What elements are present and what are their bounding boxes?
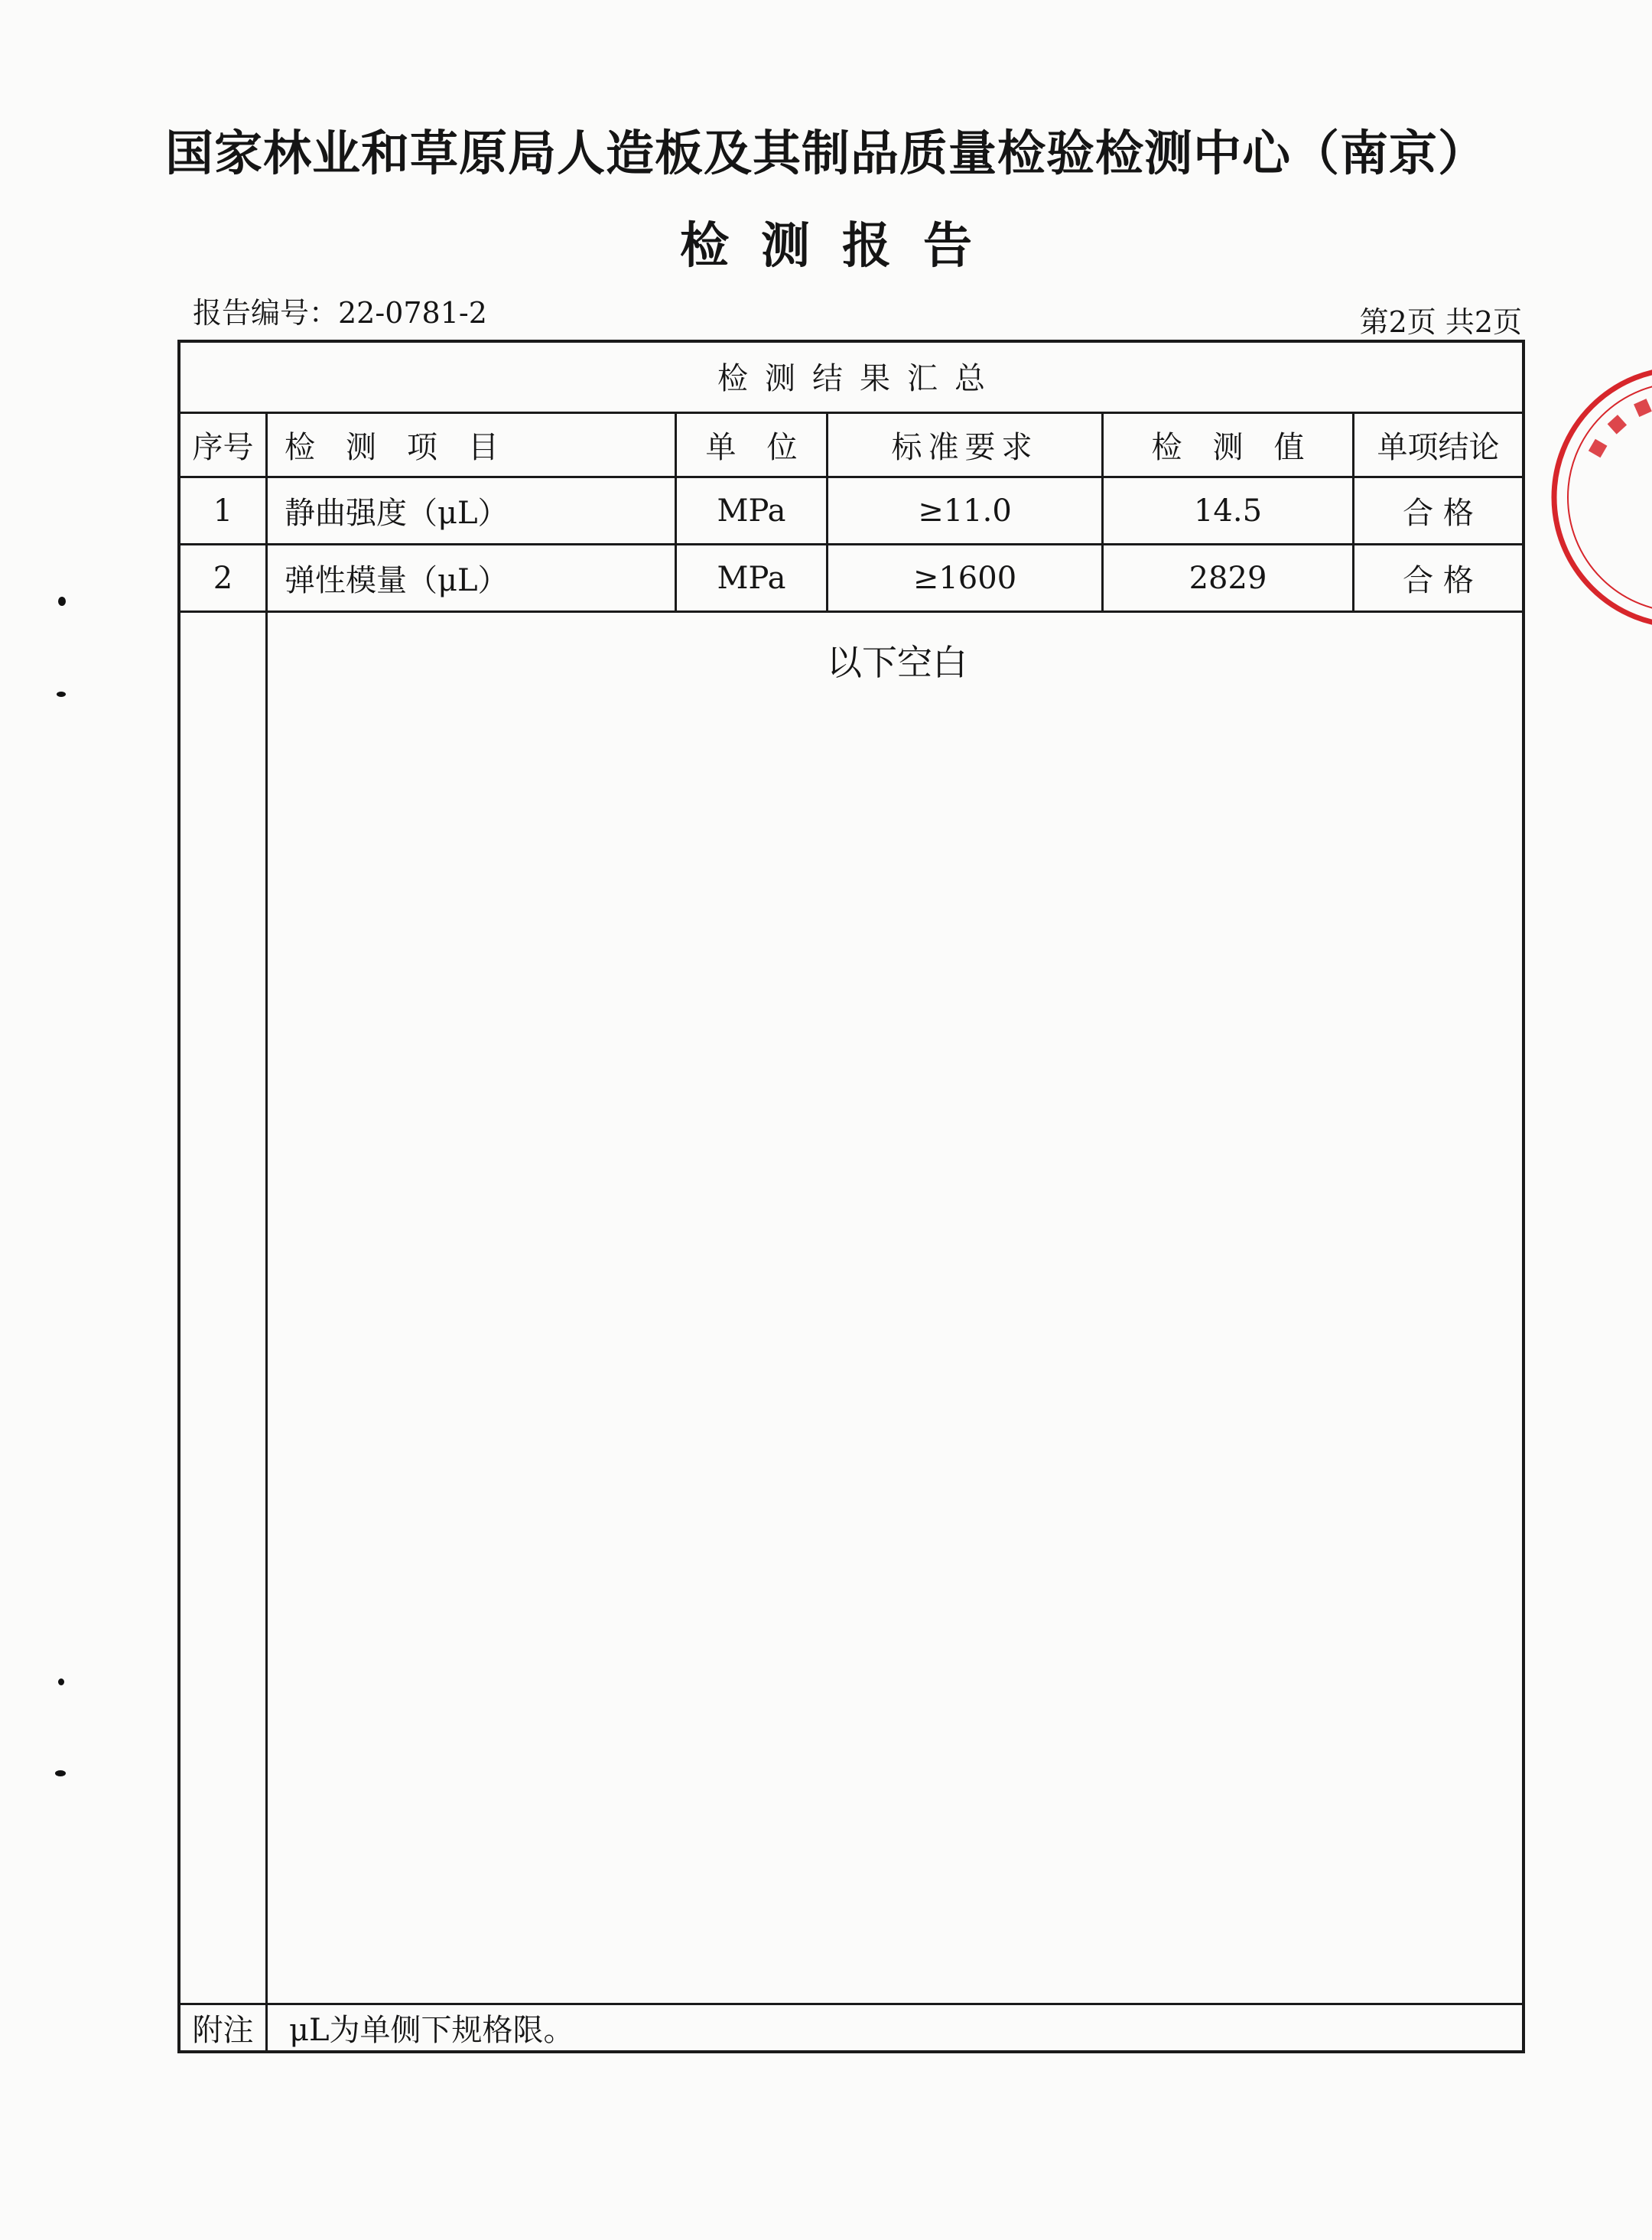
scan-speck: [57, 692, 66, 697]
note-label: 附注: [192, 2013, 254, 2048]
table-cell-value: 2829: [1189, 560, 1267, 596]
table-cell-value: 14.5: [1193, 493, 1263, 529]
table-divider: [177, 610, 1525, 613]
table-cell-item: 弹性模量（μL）: [285, 563, 509, 598]
column-header-value: 检 测 值: [1151, 430, 1305, 465]
table-cell-unit: MPa: [717, 493, 786, 529]
column-header-unit: 单 位: [705, 430, 798, 465]
page-info: 第2页 共2页: [1359, 305, 1522, 339]
column-header-item: 检 测 项 目: [285, 430, 499, 465]
table-cell-standard: ≥1600: [912, 560, 1017, 596]
table-column-divider: [265, 412, 268, 2053]
table-cell-no: 2: [213, 560, 233, 596]
seal-glyph: [1589, 439, 1608, 458]
table-cell-no: 1: [213, 493, 233, 529]
table-cell-item: 静曲强度（μL）: [285, 496, 509, 531]
summary-title: 检测结果汇总: [717, 360, 1002, 396]
scan-speck: [58, 597, 66, 606]
report-number: 报告编号：22-0781-2: [193, 296, 487, 330]
table-cell-standard: ≥11.0: [918, 493, 1012, 529]
seal-stamp: [1522, 360, 1652, 635]
scan-speck: [55, 1770, 66, 1776]
organization-title: 国家林业和草原局人造板及其制品质量检验检测中心（南京）: [165, 125, 1487, 181]
table-cell-conclusion: 合 格: [1403, 563, 1474, 598]
column-header-no: 序号: [192, 430, 254, 465]
seal-glyph: [1608, 415, 1627, 434]
table-cell-unit: MPa: [717, 560, 786, 596]
table-cell-conclusion: 合 格: [1403, 496, 1474, 531]
note-text: μL为单侧下规格限。: [289, 2013, 574, 2048]
column-header-conclusion: 单项结论: [1377, 430, 1500, 465]
column-header-standard: 标准要求: [891, 430, 1039, 465]
seal-glyph: [1634, 399, 1652, 417]
scan-speck: [58, 1678, 64, 1685]
document-title: 检测报告: [680, 218, 1004, 275]
blank-below-note: 以下空白: [827, 642, 967, 683]
